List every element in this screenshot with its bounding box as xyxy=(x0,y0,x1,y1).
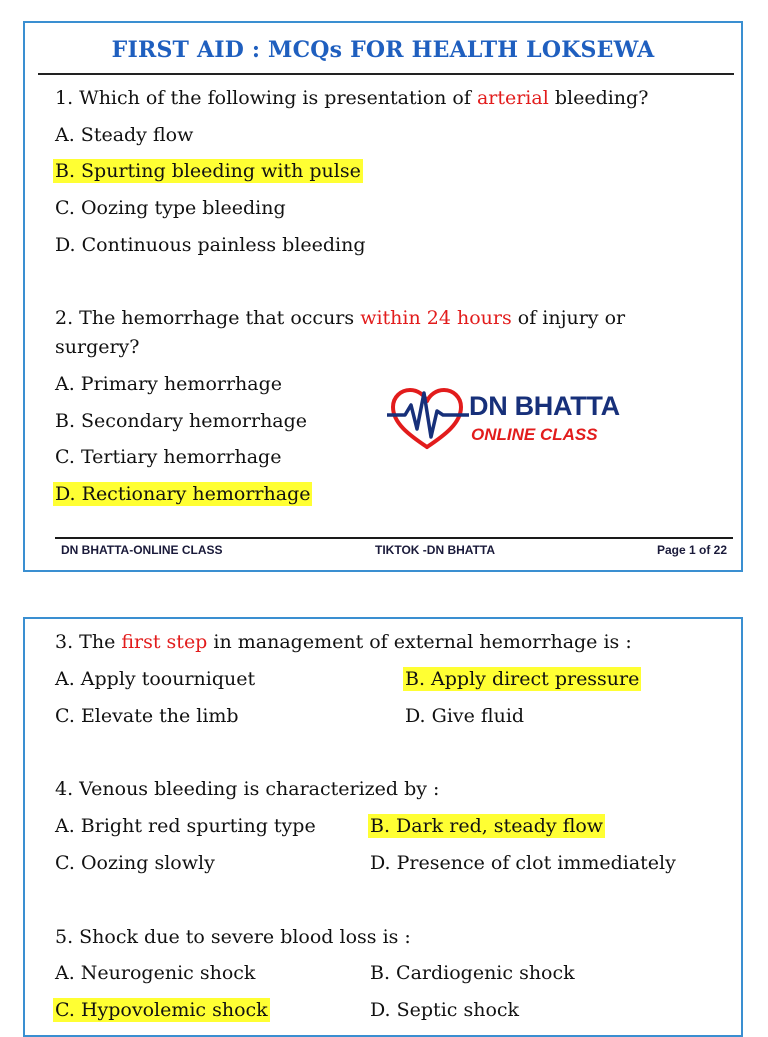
q3-option-d[interactable]: D. Give fluid xyxy=(405,705,525,727)
q5-option-b[interactable]: B. Cardiogenic shock xyxy=(370,962,575,984)
question-3-post: in management of external hemorrhage is : xyxy=(207,631,632,653)
q1-option-d[interactable]: D. Continuous painless bleeding xyxy=(55,234,366,256)
question-3 xyxy=(55,630,632,654)
question-5: 5. Shock due to severe blood loss is : xyxy=(55,926,411,948)
question-4: 4. Venous bleeding is characterized by : xyxy=(55,778,440,800)
question-3-keyword: first step xyxy=(121,631,208,653)
question-1-pre: 1. Which of the following is presentation of xyxy=(55,87,477,109)
q2-option-b[interactable]: B. Secondary hemorrhage xyxy=(55,410,308,432)
question-2-keyword: within 24 hours xyxy=(360,307,512,329)
q1-option-a[interactable]: A. Steady flow xyxy=(55,124,194,146)
q4-option-b[interactable] xyxy=(370,814,605,838)
logo-name: DN BHATTA xyxy=(469,391,620,421)
question-1 xyxy=(55,86,648,110)
q4-option-c[interactable]: C. Oozing slowly xyxy=(55,852,215,874)
question-3-pre: 3. The xyxy=(55,631,122,653)
title-rule xyxy=(38,73,734,75)
q2-option-d-answer: D. Rectionary hemorrhage xyxy=(55,483,311,505)
q4-option-d[interactable]: D. Presence of clot immediately xyxy=(370,852,676,874)
q1-option-b[interactable] xyxy=(55,159,363,183)
page-2 xyxy=(23,617,743,1037)
q4-option-b-answer: B. Dark red, steady flow xyxy=(370,815,604,837)
heart-pulse-icon xyxy=(387,385,469,455)
q3-option-b-answer: B. Apply direct pressure xyxy=(405,668,640,690)
question-2 xyxy=(55,306,625,330)
q2-option-c[interactable]: C. Tertiary hemorrhage xyxy=(55,446,282,468)
q5-option-a[interactable]: A. Neurogenic shock xyxy=(55,962,256,984)
page-1 xyxy=(23,21,743,572)
brand-logo xyxy=(387,385,647,455)
question-1-post: bleeding? xyxy=(548,87,649,109)
footer-center: TIKTOK -DN BHATTA xyxy=(375,543,495,557)
q1-option-b-answer: B. Spurting bleeding with pulse xyxy=(55,160,361,182)
q5-option-c[interactable] xyxy=(55,998,270,1022)
question-2-pre: 2. The hemorrhage that occurs xyxy=(55,307,361,329)
q3-option-b[interactable] xyxy=(405,667,641,691)
question-1-keyword: arterial xyxy=(476,87,549,109)
footer-rule xyxy=(55,537,733,539)
q3-option-a[interactable]: A. Apply toourniquet xyxy=(55,668,256,690)
page-title: FIRST AID : MCQs FOR HEALTH LOKSEWA xyxy=(111,37,655,63)
page-number: Page 1 of 22 xyxy=(656,543,727,557)
question-2-post: of injury or xyxy=(511,307,626,329)
footer-left: DN BHATTA-ONLINE CLASS xyxy=(61,543,223,557)
logo-subtitle: ONLINE CLASS xyxy=(471,425,598,444)
q3-option-c[interactable]: C. Elevate the limb xyxy=(55,705,239,727)
q2-option-d[interactable] xyxy=(55,482,312,506)
q4-option-a[interactable]: A. Bright red spurting type xyxy=(55,815,316,837)
q2-option-a[interactable]: A. Primary hemorrhage xyxy=(55,373,283,395)
q1-option-c[interactable]: C. Oozing type bleeding xyxy=(55,197,286,219)
q5-option-d[interactable]: D. Septic shock xyxy=(370,999,520,1021)
q5-option-c-answer: C. Hypovolemic shock xyxy=(55,999,268,1021)
question-2-line2: surgery? xyxy=(55,336,140,358)
